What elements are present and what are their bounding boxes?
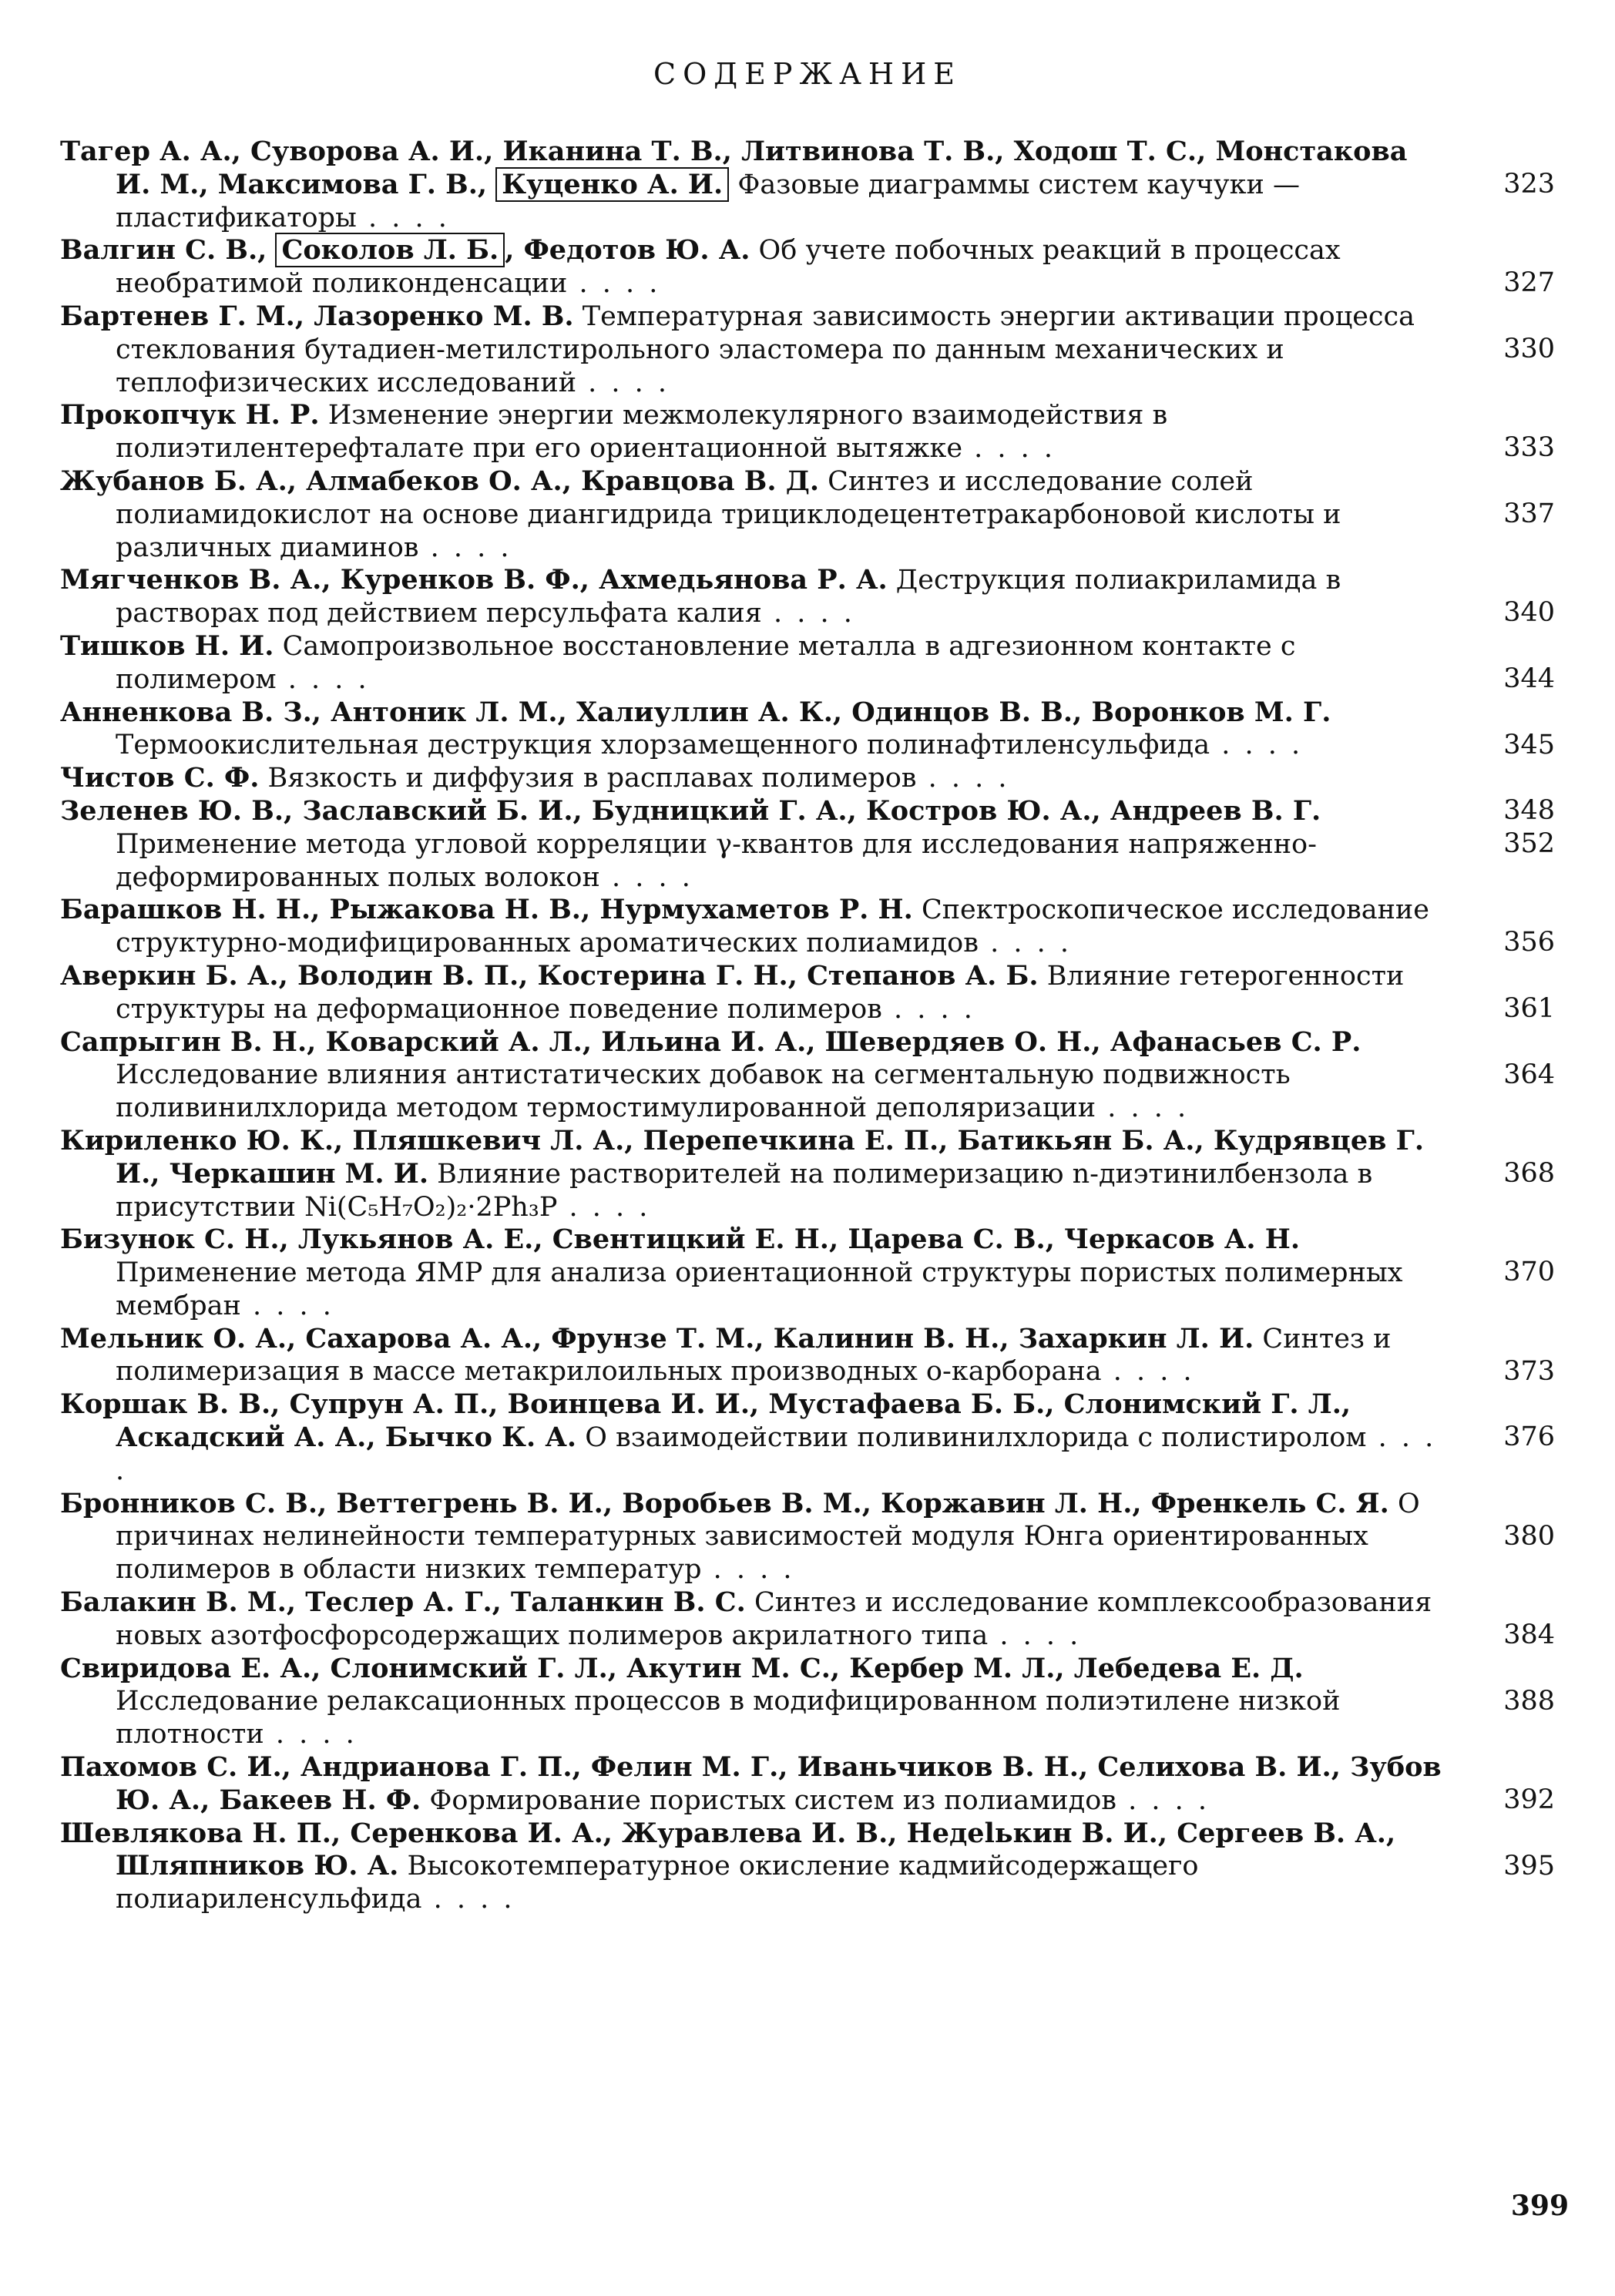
- toc-title: Самопроизвольное восстановление металла в адгезионном контакте с полимером: [116, 630, 1296, 695]
- toc-authors: Жубанов Б. А., Алмабеков О. А., Кравцова В. Д.: [60, 465, 820, 497]
- toc-page-number: 330: [1503, 333, 1555, 364]
- toc-entry: [60, 795, 1555, 894]
- toc-title: Исследование влияния антистатических добавок на сегментальную подвижность поливинилхлорида методом термостимулированной деполяризации: [116, 1059, 1291, 1124]
- toc-entry-text: [60, 1026, 1447, 1125]
- toc-entry: [60, 1818, 1555, 1916]
- toc-authors: Балакин В. М., Теслер А. Г., Таланкин В. С.: [60, 1586, 746, 1619]
- toc-entry-text: [60, 1224, 1447, 1322]
- toc-entry-text: [60, 762, 1447, 795]
- toc-title: Применение метода угловой корреляции γ-квантов для исследования напряженно-деформированных полых волокон: [116, 828, 1317, 893]
- toc-leader-dots: . . . .: [1101, 1356, 1195, 1388]
- toc-authors: Тагер А. А., Суворова А. И., Иканина Т. В., Литвинова Т. В., Ходош Т. С., Монстакова И. М., Максимова Г. В.,: [60, 136, 1408, 200]
- toc-entry-text: [60, 1586, 1447, 1653]
- toc-entry: [60, 465, 1555, 564]
- toc-entry: [60, 300, 1555, 399]
- toc-title: Исследование релаксационных процессов в модифицированном полиэтилене низкой плотности: [116, 1686, 1341, 1751]
- toc-entry-text: [60, 1818, 1447, 1916]
- toc-page-number: 368: [1503, 1157, 1555, 1189]
- toc-entry: [60, 1751, 1555, 1818]
- toc-leader-dots: . . . .: [761, 598, 855, 629]
- toc-leader-dots: . . . .: [576, 367, 670, 398]
- page-heading: СОДЕРЖАНИЕ: [653, 57, 962, 91]
- toc-entry: [60, 630, 1555, 697]
- toc-authors-continued: , Федотов Ю. А.: [505, 234, 750, 267]
- toc-entry-text: [60, 234, 1447, 300]
- toc-leader-dots: . . . .: [240, 1290, 334, 1321]
- toc-page-number: 376: [1503, 1422, 1555, 1453]
- toc-leader-dots: . . . .: [988, 1620, 1082, 1651]
- toc-title: Деструкция полиакриламида в растворах под действием персульфата калия: [116, 565, 1341, 629]
- toc-authors: Валгин С. В.,: [60, 234, 267, 267]
- toc-title: Применение метода ЯМР для анализа ориентационной структуры пористых полимерных мембран: [116, 1257, 1403, 1321]
- toc-title: Об учете побочных реакций в процессах необратимой поликонденсации: [116, 235, 1341, 300]
- toc-leader-dots: . . . .: [264, 1719, 358, 1751]
- toc-entry-text: [60, 1388, 1447, 1487]
- toc-entry: [60, 564, 1555, 630]
- toc-author-deceased: Соколов Л. Б.: [275, 233, 505, 267]
- toc-leader-dots: . . . .: [1210, 730, 1304, 761]
- toc-entry-text: [60, 300, 1447, 399]
- toc-page-number: 361: [1503, 992, 1555, 1024]
- toc-entry-text: [60, 564, 1447, 630]
- toc-entry-text: [60, 1653, 1447, 1751]
- toc-authors: Анненкова В. З., Антоник Л. М., Халиуллин А. К., Одинцов В. В., Воронков М. Г.: [60, 696, 1331, 728]
- toc-authors: Мягченков В. А., Куренков В. Ф., Ахмедьянова Р. А.: [60, 564, 888, 596]
- toc-page-number: 384: [1503, 1620, 1555, 1651]
- toc-entry: [60, 1586, 1555, 1653]
- toc-leader-dots: . . . .: [1096, 1093, 1190, 1124]
- toc-page-number: 323: [1503, 169, 1555, 200]
- toc-authors: Свиридова Е. А., Слонимский Г. Л., Акутин М. С., Кербер М. Л., Лебедева Е. Д.: [60, 1652, 1304, 1684]
- toc-leader-dots: . . . .: [116, 1422, 1437, 1486]
- toc-entry-text: [60, 1323, 1447, 1389]
- toc-leader-dots: . . . .: [881, 993, 975, 1025]
- toc-title: Термоокислительная деструкция хлорзамещенного полинафтиленсульфида: [116, 730, 1210, 761]
- toc-entry-text: [60, 960, 1447, 1026]
- toc-leader-dots: . . . .: [557, 1191, 651, 1223]
- toc-leader-dots: . . . .: [962, 433, 1056, 465]
- toc-authors: Коршак В. В., Супрун А. П., Воинцева И. И., Мустафаева Б. Б., Слонимский Г. Л., Аскадский А. А., Бычко К. А.: [60, 1388, 1351, 1454]
- toc-entry: [60, 234, 1555, 300]
- toc-entry-text: [60, 136, 1447, 234]
- toc-entry: [60, 1653, 1555, 1751]
- page-number: 399: [1510, 2190, 1569, 2222]
- toc-entry-text: [60, 1488, 1447, 1586]
- toc-leader-dots: . . . .: [599, 861, 693, 893]
- toc-entry: [60, 1488, 1555, 1586]
- toc-title: Изменение энергии межмолекулярного взаимодействия в полиэтилентерефталате при его ориентационной вытяжке: [116, 400, 1168, 465]
- toc-authors: Бизунок С. Н., Лукьянов А. Е., Свентицкий Е. Н., Царева С. В., Черкасов А. Н.: [60, 1224, 1301, 1256]
- toc-page-number: 395: [1503, 1850, 1555, 1881]
- toc-authors: Зеленев Ю. В., Заславский Б. И., Будницкий Г. А., Костров Ю. А., Андреев В. Г.: [60, 794, 1321, 827]
- toc-title: Спектроскопическое исследование структурно-модифицированных ароматических полиамидов: [116, 895, 1429, 959]
- toc-entry: [60, 960, 1555, 1026]
- toc-entry-text: [60, 894, 1447, 960]
- toc-title: Вязкость и диффузия в расплавах полимеров: [267, 763, 917, 794]
- toc-entry-text: [60, 630, 1447, 697]
- toc-title: Синтез и исследование комплексообразования новых азотфосфорсодержащих полимеров акрилатного типа: [116, 1587, 1432, 1651]
- toc-leader-dots: . . . .: [276, 663, 370, 695]
- toc-page-number: 364: [1503, 1059, 1555, 1090]
- toc-entry-text: [60, 399, 1447, 465]
- toc-entry: [60, 1125, 1555, 1224]
- toc-entry: [60, 1388, 1555, 1487]
- toc-leader-dots: . . . .: [418, 532, 512, 563]
- toc-title: Влияние растворителей на полимеризацию n-диэтинилбензола в присутствии Ni(C₅H₇O₂)₂·2Ph₃P: [116, 1158, 1373, 1223]
- toc-entry: [60, 894, 1555, 960]
- toc-author-deceased: Куценко А. И.: [495, 167, 729, 202]
- toc-leader-dots: . . . .: [421, 1884, 515, 1915]
- toc-title: Высокотемпературное окисление кадмийсодержащего полиариленсульфида: [116, 1851, 1199, 1915]
- toc-leader-dots: . . . .: [978, 928, 1072, 959]
- toc-title: О причинах нелинейности температурных зависимостей модуля Юнга ориентированных полимеров в области низких температур: [116, 1488, 1420, 1586]
- toc-entry: [60, 697, 1555, 763]
- toc-title: Температурная зависимость энергии активации процесса стеклования бутадиен-метилстирольного эластомера по данным механических и теплофизических исследований: [116, 300, 1415, 398]
- toc-authors: Кириленко Ю. К., Пляшкевич Л. А., Перепечкина Е. П., Батикьян Б. А., Кудрявцев Г. И., Черкашин М. И.: [60, 1124, 1425, 1190]
- toc-page-number: 345: [1503, 729, 1555, 760]
- toc-title: Синтез и исследование солей полиамидокислот на основе диангидрида трициклодецентетракарбоновой кислоты и различных диаминов: [116, 465, 1341, 563]
- toc-entry: [60, 136, 1555, 234]
- toc-title: О взаимодействии поливинилхлорида с полистиролом: [585, 1422, 1367, 1454]
- toc-authors: Сапрыгин В. Н., Коварский А. Л., Ильина И. А., Шевердяев О. Н., Афанасьев С. Р.: [60, 1025, 1362, 1058]
- toc-entry-text: [60, 795, 1447, 894]
- toc-title: Влияние гетерогенности структуры на деформационное поведение полимеров: [116, 960, 1405, 1025]
- toc-page-number: 380: [1503, 1520, 1555, 1552]
- toc-title: Формирование пористых систем из полиамидов: [429, 1784, 1117, 1816]
- toc-authors: Аверкин Б. А., Володин В. П., Костерина Г. Н., Степанов А. Б.: [60, 959, 1039, 992]
- toc-authors: Тишков Н. И.: [60, 629, 274, 662]
- toc-page-number: 370: [1503, 1257, 1555, 1288]
- toc-page-number: 352: [1503, 827, 1555, 859]
- toc-entry-text: [60, 697, 1447, 763]
- toc-page-number: 348: [1503, 795, 1555, 827]
- toc-page-number: 392: [1503, 1784, 1555, 1816]
- toc-page-number: 344: [1503, 663, 1555, 694]
- toc-title: Синтез и полимеризация в массе метакрилоильных производных о-карборана: [116, 1323, 1392, 1388]
- toc-authors: Шевлякова Н. П., Серенкова И. А., Журавлева И. В., Недelькин В. И., Сергеев В. А., Шляпников Ю. А.: [60, 1817, 1396, 1882]
- toc-page-number: 333: [1503, 432, 1555, 464]
- toc-page-number: 373: [1503, 1355, 1555, 1387]
- toc-authors: Мельник О. А., Сахарова А. А., Фрунзе Т. М., Калинин В. Н., Захаркин Л. И.: [60, 1322, 1254, 1354]
- toc-authors: Бронников С. В., Веттегрень В. И., Воробьев В. М., Коржавин Л. Н., Френкель С. Я.: [60, 1487, 1389, 1519]
- toc-page-number: 327: [1503, 267, 1555, 299]
- toc-entry: [60, 1224, 1555, 1322]
- toc-leader-dots: . . . .: [701, 1554, 795, 1586]
- toc-authors: Пахомов С. И., Андрианова Г. П., Фелин М. Г., Иваньчиков В. Н., Селихова В. И., Зубов Ю. А., Бакеев Н. Ф.: [60, 1751, 1442, 1816]
- toc-leader-dots: . . . .: [916, 763, 1010, 794]
- table-of-contents: [60, 136, 1555, 1916]
- toc-leader-dots: . . . .: [567, 268, 661, 300]
- toc-page-number: 388: [1503, 1685, 1555, 1717]
- toc-authors: Чистов С. Ф.: [60, 762, 260, 794]
- toc-leader-dots: . . . .: [1116, 1784, 1210, 1816]
- toc-page-number: 356: [1503, 927, 1555, 958]
- toc-entry: [60, 399, 1555, 465]
- toc-title: Фазовые диаграммы систем каучуки — пластификаторы: [116, 169, 1300, 233]
- toc-entry-text: [60, 465, 1447, 564]
- toc-leader-dots: . . . .: [356, 202, 450, 233]
- toc-entry: [60, 1323, 1555, 1389]
- toc-authors: Бартенев Г. М., Лазоренко М. В.: [60, 300, 574, 332]
- toc-page-number: 340: [1503, 597, 1555, 629]
- toc-authors: Прокопчук Н. Р.: [60, 399, 320, 431]
- toc-entry-text: [60, 1125, 1447, 1224]
- toc-page-number: 337: [1503, 498, 1555, 529]
- toc-entry: [60, 1026, 1555, 1125]
- toc-authors: Барашков Н. Н., Рыжакова Н. В., Нурмухаметов Р. Н.: [60, 894, 913, 926]
- toc-entry-text: [60, 1751, 1447, 1818]
